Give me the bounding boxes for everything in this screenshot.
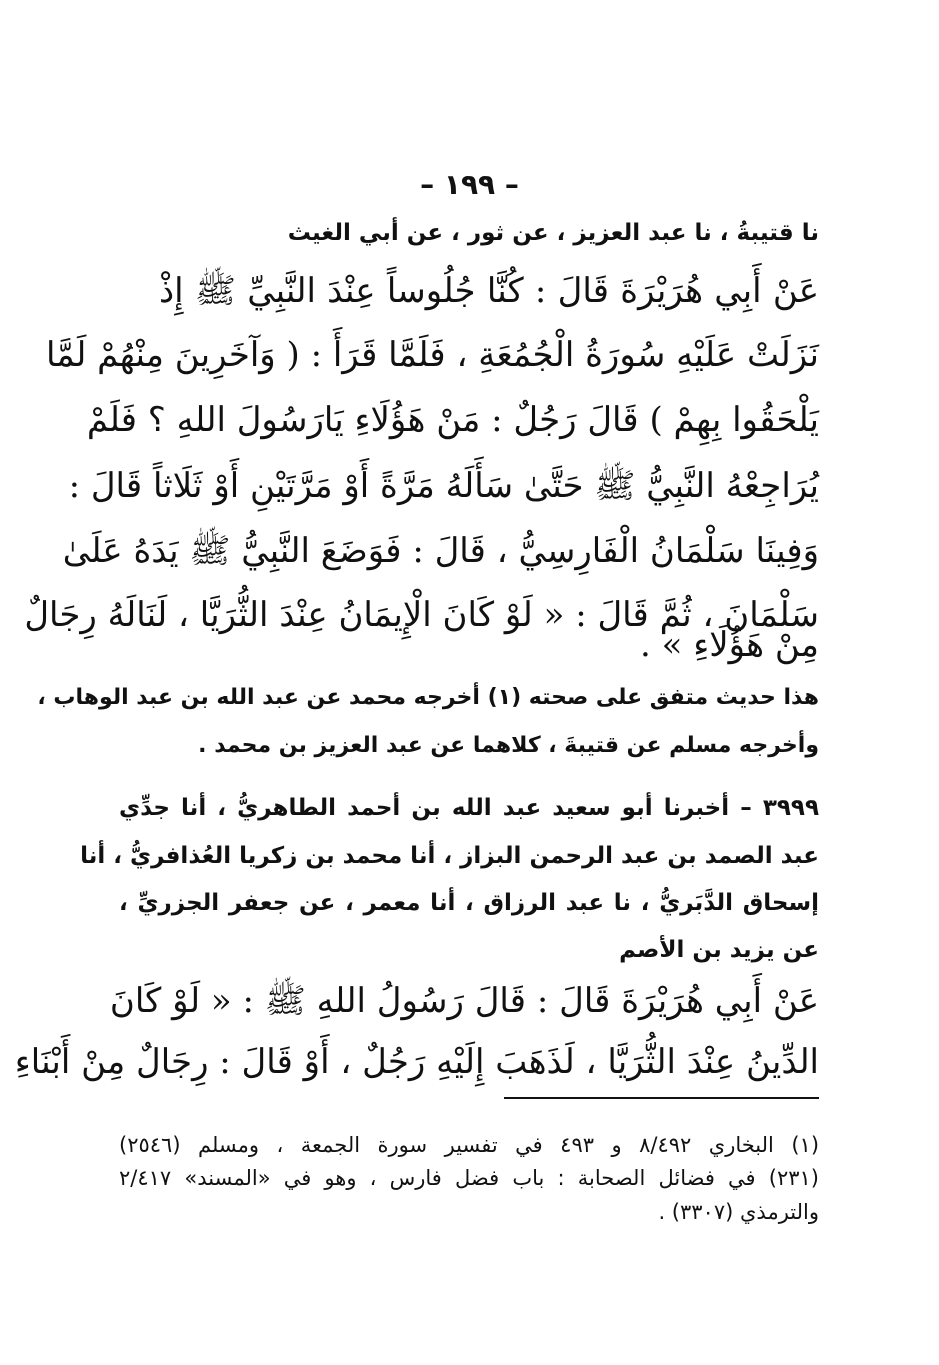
hadith-line: يَلْحَقُوا بِهِمْ ) قَالَ رَجُلٌ : مَنْ هَؤُلَاءِ يَارَسُولَ اللهِ ؟ فَلَمْ — [86, 400, 819, 440]
comment-line: وأخرجه مسلم عن قتيبةَ ، كلاهما عن عبد العزيز بن محمد . — [198, 733, 819, 758]
footnote-line: (٢٣١) في فضائل الصحابة : باب فضل فارس ، وهو في «المسند» ٢/٤١٧ — [119, 1166, 819, 1190]
isnad-line: نا قتيبةُ ، نا عبد العزيز ، عن ثور ، عن أبي الغيث — [287, 220, 819, 246]
hadith-line: عَنْ أَبِي هُرَيْرَةَ قَالَ : قَالَ رَسُولُ اللهِ ﷺ : « لَوْ كَانَ — [109, 981, 819, 1021]
hadith-line: سَلْمَانَ ، ثُمَّ قَالَ : « لَوْ كَانَ الْإِيمَانُ عِنْدَ الثُّرَيَّا ، لَنَالَهُ رِجَالٌ — [24, 595, 819, 635]
hadith-line: يُرَاجِعْهُ النَّبِيُّ ﷺ حَتَّىٰ سَأَلَهُ مَرَّةً أَوْ مَرَّتَيْنِ أَوْ ثَلَاثاً قَالَ : — [68, 466, 819, 506]
hadith-line: مِنْ هَؤُلَاءِ » . — [640, 625, 819, 665]
footnote-line: (١) البخاري ٨/٤٩٢ و ٤٩٣ في تفسير سورة الجمعة ، ومسلم (٢٥٤٦) — [119, 1133, 820, 1157]
comment-line: هذا حديث متفق على صحته (١) أخرجه محمد عن عبد الله بن عبد الوهاب ، — [37, 685, 819, 710]
footnote-line: والترمذي (٣٣٠٧) . — [658, 1200, 819, 1224]
isnad-line: ٣٩٩٩ – أخبرنا أبو سعيد عبد الله بن أحمد الطاهريُّ ، أنا جدِّي — [119, 795, 819, 821]
hadith-line: نَزَلَتْ عَلَيْهِ سُورَةُ الْجُمُعَةِ ، فَلَمَّا قَرَأَ : ( وَآخَرِينَ مِنْهُمْ لَمَّا — [45, 335, 819, 375]
page-number: – ١٩٩ – — [420, 168, 519, 201]
hadith-line: الدِّينُ عِنْدَ الثُّرَيَّا ، لَذَهَبَ إِلَيْهِ رَجُلٌ ، أَوْ قَالَ : رِجَالٌ مِنْ أَبْنَاءِ — [14, 1042, 819, 1082]
hadith-line: عَنْ أَبِي هُرَيْرَةَ قَالَ : كُنَّا جُلُوساً عِنْدَ النَّبِيِّ ﷺ إِذْ — [159, 271, 819, 311]
isnad-line: إسحاق الدَّبَريُّ ، نا عبد الرزاق ، أنا معمر ، عن جعفر الجزريِّ ، — [119, 890, 819, 916]
hadith-line: وَفِينَا سَلْمَانُ الْفَارِسِيُّ ، قَالَ : فَوَضَعَ النَّبِيُّ ﷺ يَدَهُ عَلَىٰ — [62, 531, 819, 571]
isnad-line: عن يزيد بن الأصم — [619, 937, 819, 963]
isnad-line: عبد الصمد بن عبد الرحمن البزاز ، أنا محمد بن زكريا العُذافريُّ ، أنا — [80, 843, 819, 869]
footnote-divider — [504, 1097, 819, 1099]
